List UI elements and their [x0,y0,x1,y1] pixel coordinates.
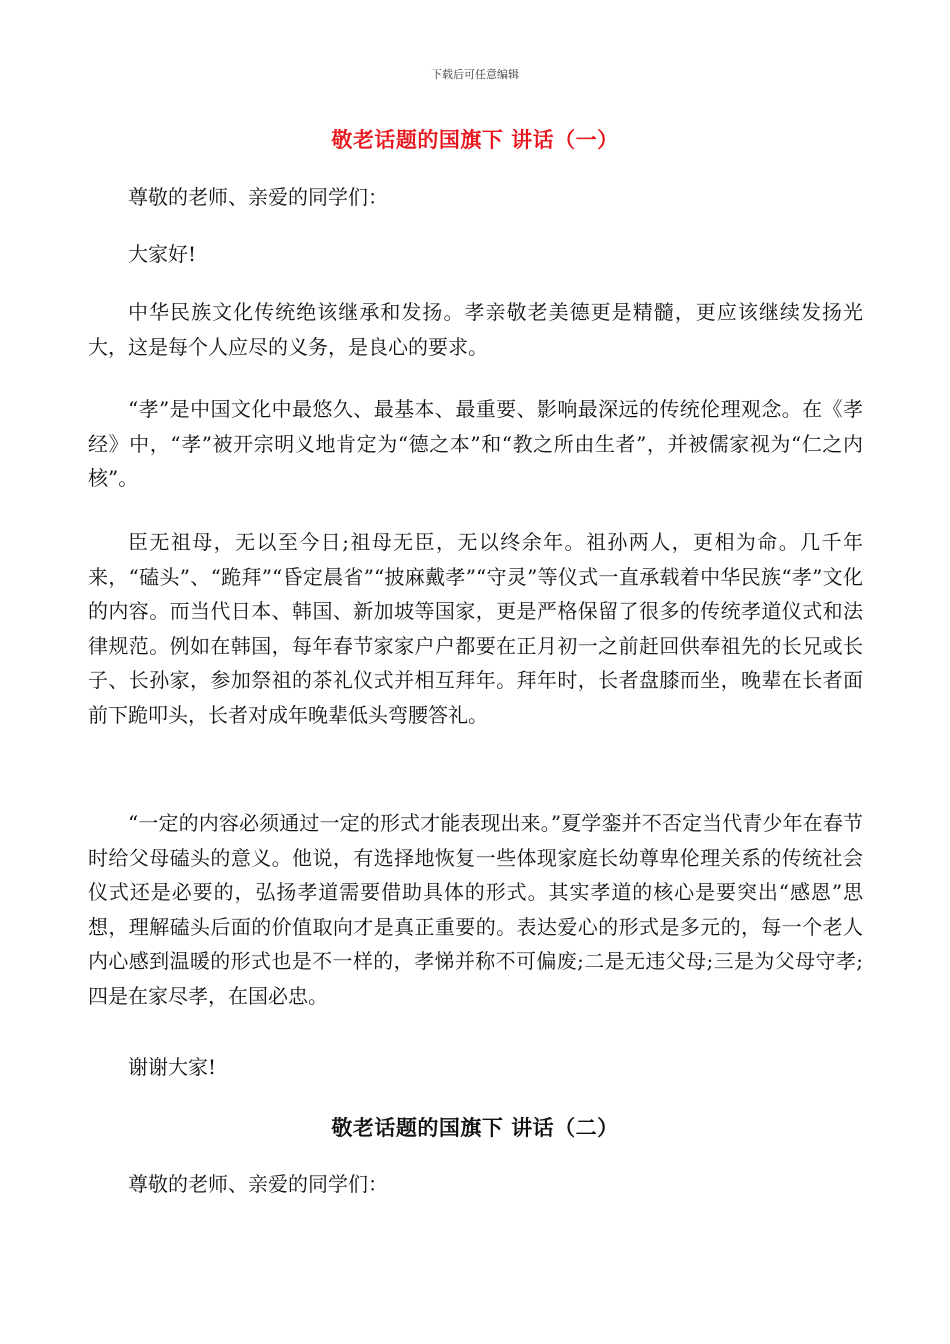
paragraph-2: “孝”是中国文化中最悠久、最基本、最重要、影响最深远的传统伦理观念。在《孝经》中，“孝”被开宗明义地肯定为“德之本”和“教之所由生者”，并被儒家视为“仁之内核”。 [88,397,863,490]
paragraph-4: “一定的内容必须通过一定的形式才能表现出来。”夏学銮并不否定当代青少年在春节时给父母磕头的意义。他说，有选择地恢复一些体现家庭长幼尊卑伦理关系的传统社会仪式还是必要的，弘扬孝道需要借助具体的形式。其实孝道的核心是要突出“感恩”思想，理解磕头后面的价值取向才是真正重要的。表达爱心的形式是多元的，每一个老人内心感到温暖的形式也是不一样的，孝悌并称不可偏废;二是无违父母;三是为父母守孝;四是在家尽孝，在国必忠。 [88,811,863,1008]
section-2-title: 敬老话题的国旗下 讲话（二） [331,1115,619,1140]
closing-line: 谢谢大家! [128,1055,217,1079]
page-header: 下载后可任意编辑 [431,68,519,81]
section-1-title: 敬老话题的国旗下 讲话（一） [331,127,619,152]
greeting-1: 尊敬的老师、亲爱的同学们： [128,185,388,209]
greeting-2: 尊敬的老师、亲爱的同学们： [128,1172,388,1196]
paragraph-1: 中华民族文化传统绝该继承和发扬。孝亲敬老美德更是精髓，更应该继续发扬光大，这是每个人应尽的义务，是良心的要求。 [88,300,863,359]
hello-line: 大家好! [128,242,197,266]
paragraph-3: 臣无祖母，无以至今日;祖母无臣，无以终余年。祖孙两人，更相为命。几千年来，“磕头”、“跪拜”“昏定晨省”“披麻戴孝”“守灵”等仪式一直承载着中华民族“孝”文化的内容。而当代日本、韩国、新加坡等国家，更是严格保留了很多的传统孝道仪式和法律规范。例如在韩国，每年春节家家户户都要在正月初一之前赶回供奉祖先的长兄或长子、长孙家，参加祭祖的茶礼仪式并相互拜年。拜年时，长者盘膝而坐，晚辈在长者面前下跪叩头，长者对成年晚辈低头弯腰答礼。 [88,530,863,727]
